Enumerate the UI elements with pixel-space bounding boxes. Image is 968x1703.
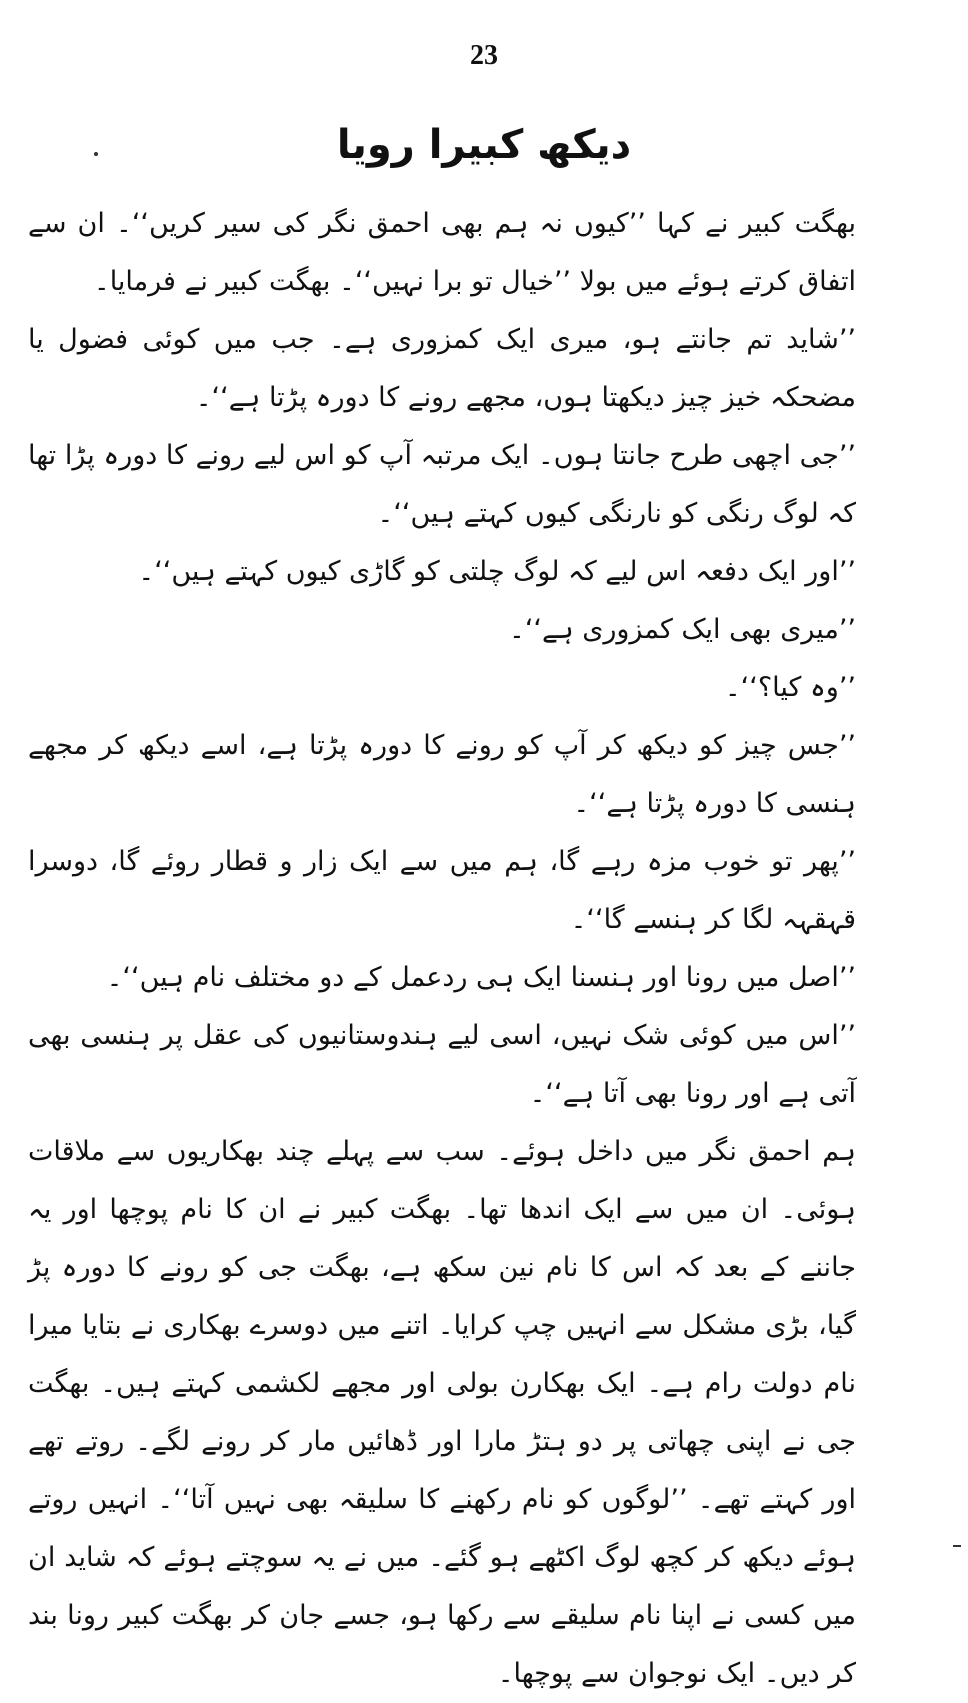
- paragraph: ’’جی اچھی طرح جانتا ہوں۔ ایک مرتبہ آپ کو اس لیے رونے کا دورہ پڑا تھا کہ لوگ رنگی کو نارنگی کیوں کہتے ہیں‘‘۔: [28, 440, 856, 529]
- margin-mark: [953, 1545, 961, 1547]
- paragraph: ’’شاید تم جانتے ہو، میری ایک کمزوری ہے۔ جب میں کوئی فضول یا مضحکہ خیز چیز دیکھتا ہوں، مجھے رونے کا دورہ پڑتا ہے‘‘۔: [28, 324, 856, 413]
- paragraph: بھگت کبیر نے کہا ’’کیوں نہ ہم بھی احمق نگر کی سیر کریں‘‘۔ ان سے اتفاق کرتے ہوئے میں بولا ’’خیال تو برا نہیں‘‘۔ بھگت کبیر نے فرمایا۔: [28, 208, 856, 297]
- paragraph: ’’جس چیز کو دیکھ کر آپ کو رونے کا دورہ پڑتا ہے، اسے دیکھ کر مجھے ہنسی کا دورہ پڑتا ہے‘‘۔: [28, 730, 856, 819]
- chapter-title: دیکھ کبیرا رویا: [336, 122, 632, 168]
- paragraph: ’’اور ایک دفعہ اس لیے کہ لوگ چلتی کو گاڑی کیوں کہتے ہیں‘‘۔: [138, 556, 856, 587]
- paragraph: ’’میری بھی ایک کمزوری ہے‘‘۔: [509, 614, 856, 645]
- paragraph: ’’اصل میں رونا اور ہنسنا ایک ہی ردعمل کے دو مختلف نام ہیں‘‘۔: [106, 962, 856, 993]
- body-text: [28, 195, 926, 1703]
- paragraph: ’’اس میں کوئی شک نہیں، اسی لیے ہندوستانیوں کی عقل پر ہنسی بھی آتی ہے اور رونا بھی آتا ہے‘‘۔: [28, 1020, 856, 1109]
- page-number: 23: [470, 40, 498, 71]
- paragraph: ’’پھر تو خوب مزہ رہے گا، ہم میں سے ایک زار و قطار روئے گا، دوسرا قہقہہ لگا کر ہنسے گا‘‘۔: [28, 846, 856, 935]
- paragraph: ہم احمق نگر میں داخل ہوئے۔ سب سے پہلے چند بھکاریوں سے ملاقات ہوئی۔ ان میں سے ایک اندھا تھا۔ بھگت کبیر نے ان کا نام پوچھا اور یہ جاننے کے بعد کہ اس کا نام نین سکھ ہے، بھگت جی کو رونے کا دورہ پڑ گیا، بڑی مشکل سے انہیں چپ کرایا۔ اتنے میں دوسرے بھکاری نے بتایا میرا نام دولت رام ہے۔ ایک بھکارن بولی اور مجھے لکشمی کہتے ہیں۔ بھگت جی نے اپنی چھاتی پر دو ہتڑ مارا اور ڈھائیں مار کر رونے لگے۔ روتے تھے اور کہتے تھے۔ ’’لوگوں کو نام رکھنے کا سلیقہ بھی نہیں آتا‘‘۔ انہیں روتے ہوئے دیکھ کر کچھ لوگ اکٹھے ہو گئے۔ میں نے یہ سوچتے ہوئے کہ شاید ان میں کسی نے اپنا نام سلیقے سے رکھا ہو، جسے جان کر بھگت کبیر رونا بند کر دیں۔ ایک نوجوان سے پوچھا۔: [28, 1136, 856, 1689]
- paragraph: ’’وہ کیا؟‘‘۔: [724, 672, 856, 703]
